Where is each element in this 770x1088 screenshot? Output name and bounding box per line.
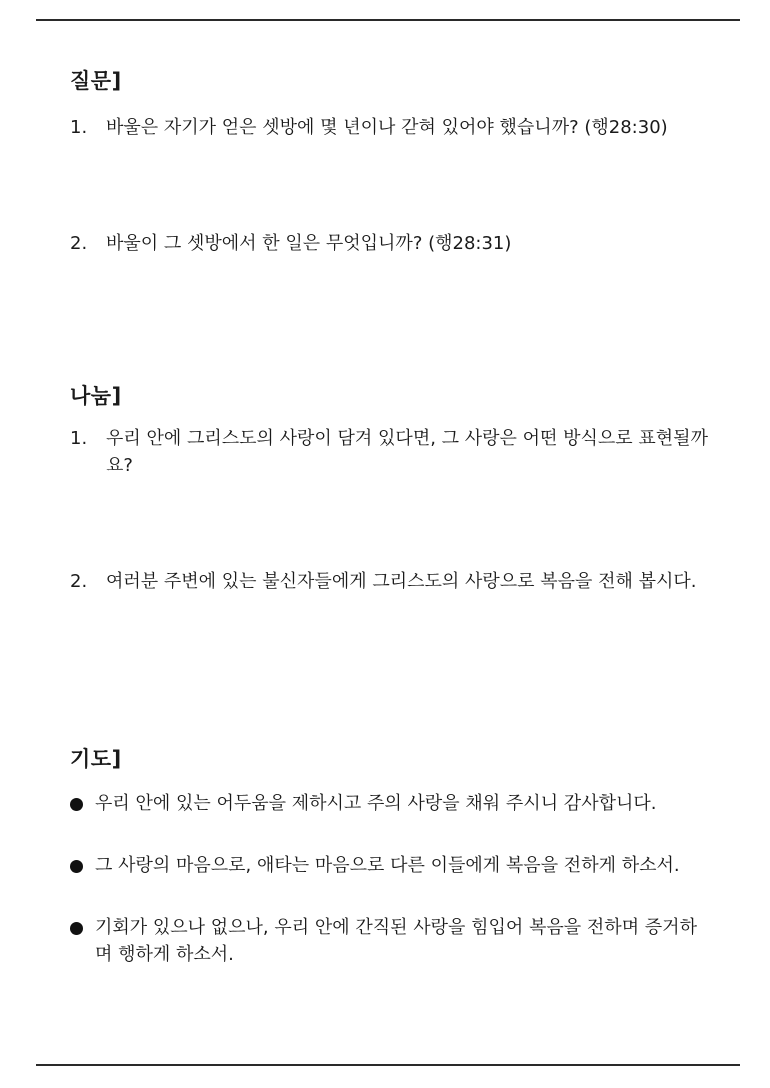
prayer-text: 그 사랑의 마음으로, 애타는 마음으로 다른 이들에게 복음을 전하게 하소서.: [95, 855, 680, 876]
sharing-text: 우리 안에 그리스도의 사랑이 담겨 있다면, 그 사랑은 어떤 방식으로 표현될까요?: [106, 428, 708, 476]
prayer-item-3: [70, 914, 710, 968]
bullet-icon: [70, 798, 83, 811]
bullet-icon: [70, 922, 83, 935]
sharing-number: 1.: [70, 428, 88, 449]
question-text: 바울이 그 셋방에서 한 일은 무엇입니까? (행28:31): [106, 233, 512, 254]
questions-heading: 질문]: [70, 69, 122, 93]
sharing-number: 2.: [70, 571, 88, 592]
top-rule: [36, 19, 740, 21]
questions-section: [70, 68, 730, 254]
prayer-section: [70, 746, 730, 965]
question-text: 바울은 자기가 얻은 셋방에 몇 년이나 갇혀 있어야 했습니까? (행28:30): [106, 117, 668, 138]
bottom-rule: [36, 1064, 740, 1066]
prayer-text: 기회가 있으나 없으나, 우리 안에 간직된 사랑을 힘입어 복음을 전하며 증거하며 행하게 하소서.: [95, 917, 697, 965]
sharing-heading: 나눔]: [70, 384, 122, 408]
sharing-section: [70, 383, 730, 592]
prayer-heading: 기도]: [70, 747, 122, 771]
question-number: 2.: [70, 233, 88, 254]
prayer-item-1: [70, 790, 710, 817]
sharing-item-2: [70, 568, 710, 595]
question-item-2: [70, 230, 710, 257]
question-number: 1.: [70, 117, 88, 138]
sharing-text: 여러분 주변에 있는 불신자들에게 그리스도의 사랑으로 복음을 전해 봅시다.: [106, 571, 697, 592]
prayer-text: 우리 안에 있는 어두움을 제하시고 주의 사랑을 채워 주시니 감사합니다.: [95, 793, 657, 814]
question-item-1: [70, 114, 710, 141]
sharing-item-1: [70, 425, 710, 479]
bullet-icon: [70, 860, 83, 873]
prayer-item-2: [70, 852, 710, 879]
